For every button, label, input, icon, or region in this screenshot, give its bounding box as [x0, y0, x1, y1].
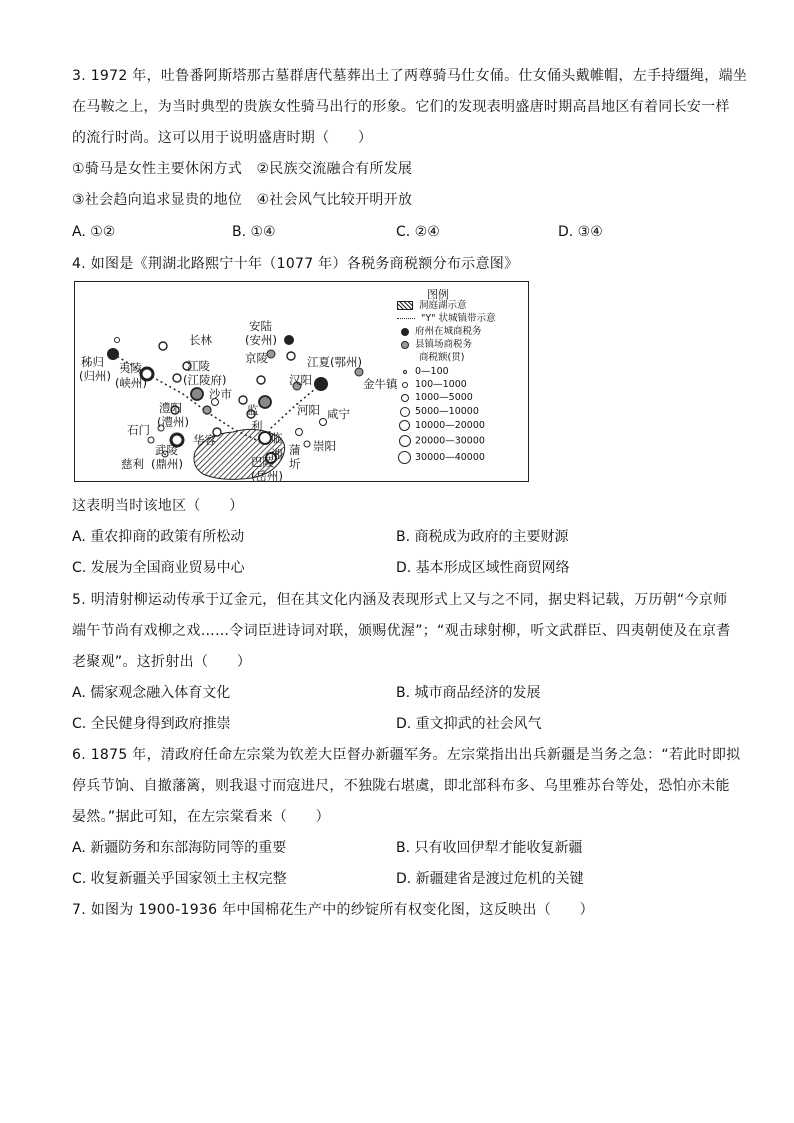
dotted-line-icon — [397, 318, 415, 319]
q6-option-c: C. 收复新疆关乎国家领土主权完整 — [72, 871, 287, 887]
q4-stem: 4. 如图是《荆湖北路熙宁十年（1077 年）各税务商税额分布示意图》 — [72, 256, 519, 272]
label-gui2: (归州) — [79, 369, 111, 383]
legend-label-size-1: 0—100 — [415, 366, 449, 377]
q3-line-3: 的流行时尚。这可以用于说明盛唐时期（ ） — [72, 130, 373, 146]
site-small-1 — [115, 338, 120, 343]
label-anzhou: 安陆 — [249, 319, 272, 333]
site-mid-1 — [173, 374, 181, 382]
label-cili: 慈利 — [121, 457, 144, 471]
q5-option-a: A. 儒家观念融入体育文化 — [72, 685, 231, 701]
label-puqi2: 圻 — [289, 457, 301, 471]
legend-label-size-2: 100—1000 — [415, 379, 467, 390]
q4-option-b: B. 商税成为政府的主要财源 — [396, 529, 569, 545]
label-jianli: 监 — [247, 403, 259, 417]
q4-option-a: A. 重农抑商的政策有所松动 — [72, 529, 245, 545]
legend-row-lake — [397, 300, 467, 311]
q7-stem: 7. 如图为 1900-1936 年中国棉花生产中的纱锭所有权变化图，这反映出（ ） — [72, 902, 594, 918]
label-gui: 秭归 — [81, 355, 104, 369]
site-mid-3 — [239, 396, 247, 404]
site-shashi — [203, 406, 211, 414]
site-linxiang — [259, 432, 271, 444]
site-anzhou-c — [287, 352, 295, 360]
grey-circle-icon — [401, 341, 409, 349]
site-jinniu — [355, 368, 363, 376]
q6-option-b: B. 只有收回伊犁才能收复新疆 — [396, 840, 583, 856]
q5-option-d: D. 重文抑武的社会风气 — [396, 716, 542, 732]
q5-line-1: 5. 明清射柳运动传承于辽金元，但在其文化内涵及表现形式上又与之不同，据史料记载，万历朝“今京师 — [72, 592, 728, 608]
legend-row-size-6 — [397, 435, 485, 447]
legend-row-belt — [397, 313, 496, 324]
q3-line-1: 3. 1972 年，吐鲁番阿斯塔那古墓群唐代墓葬出土了两尊骑马仕女俑。仕女俑头戴帷帽，左手持缰绳，端坐 — [72, 68, 748, 84]
size-7-circle-icon — [398, 451, 411, 464]
label-jiangling2: (江陵府) — [183, 373, 227, 387]
hatch-swatch-icon — [397, 301, 413, 310]
site-gui — [107, 348, 119, 360]
legend-row-size-5 — [397, 420, 485, 431]
legend-row-prefecture — [397, 326, 482, 337]
label-heyang: 河阳 — [297, 403, 320, 417]
legend-label-size-6: 20000—30000 — [415, 435, 485, 447]
q6-line-1: 6. 1875 年，清政府任命左宗棠为钦差大臣督办新疆军务。左宗棠指出出兵新疆是当务之急：“若此时即拟 — [72, 747, 741, 763]
legend-row-size-3 — [397, 392, 473, 403]
label-hanyang: 汉阳 — [289, 373, 312, 387]
legend-row-size-1 — [397, 366, 449, 377]
site-puqi — [296, 429, 303, 436]
site-chongyang — [304, 441, 310, 447]
label-jiangling: 江陵 — [187, 359, 210, 373]
site-anzhou — [284, 335, 294, 345]
site-xianning — [320, 419, 327, 426]
q3-item-1: ①骑马是女性主要休闲方式 ②民族交流融合有所发展 — [72, 161, 413, 177]
q5-option-c: C. 全民健身得到政府推崇 — [72, 716, 231, 732]
tax-distribution-map — [74, 281, 529, 482]
q6-option-d: D. 新疆建省是渡过危机的关键 — [396, 871, 584, 887]
label-puqi: 蒲 — [289, 443, 301, 457]
q3-item-2: ③社会趋向追求显贵的地位 ④社会风气比较开明开放 — [72, 192, 413, 208]
label-baling2: (岳州) — [251, 469, 283, 482]
label-xianning: 咸宁 — [327, 407, 350, 421]
legend-row-size-4 — [397, 406, 479, 417]
label-wuling2: (鼎州) — [151, 457, 183, 471]
size-5-circle-icon — [399, 420, 410, 431]
legend-label-size-4: 5000—10000 — [415, 406, 479, 417]
label-yiling2: (峡州) — [115, 376, 147, 390]
legend-row-county — [397, 339, 472, 350]
legend-label-size-7: 30000—40000 — [415, 452, 485, 463]
label-yiling: 夷陵 — [119, 361, 142, 375]
q6-option-a: A. 新疆防务和东部海防同等的重要 — [72, 840, 287, 856]
site-shimen — [148, 437, 154, 443]
legend-label-prefecture: 府州在城商税务 — [415, 326, 482, 337]
label-jiangxia: 江夏(鄂州) — [307, 355, 362, 369]
legend-title: 图例 — [427, 288, 449, 301]
label-shashi: 沙市 — [209, 387, 232, 401]
label-liyang: 澧阳 — [159, 401, 182, 415]
label-jingling: 京陵 — [245, 351, 268, 365]
legend-label-county: 县镇场商税务 — [415, 339, 473, 350]
site-hanyang-a — [314, 377, 328, 391]
label-changlin: 长林 — [189, 333, 212, 347]
q3-option-b: B. ①④ — [232, 224, 276, 240]
q5-option-b: B. 城市商品经济的发展 — [396, 685, 541, 701]
site-anzhou-b — [267, 350, 275, 358]
label-shimen: 石门 — [127, 423, 150, 437]
label-wuling: 武陵 — [155, 443, 178, 457]
size-4-circle-icon — [400, 407, 410, 417]
label-huarong: 华容 — [193, 433, 216, 447]
label-chongyang: 崇阳 — [313, 439, 336, 453]
label-jianli2: 利 — [251, 419, 263, 433]
legend-row-size-2 — [397, 379, 467, 390]
size-3-circle-icon — [401, 394, 409, 402]
site-jingling — [257, 376, 265, 384]
size-1-circle-icon — [403, 370, 407, 374]
site-changlin-a — [159, 342, 167, 350]
q5-line-3: 老聚观”。这折射出（ ） — [72, 654, 252, 670]
q4-option-d: D. 基本形成区域性商贸网络 — [396, 560, 570, 576]
size-6-circle-icon — [399, 435, 411, 447]
legend-row-unit — [419, 352, 464, 363]
site-heyang — [259, 396, 271, 408]
q3-line-2: 在马鞍之上，为当时典型的贵族女性骑马出行的形象。它们的发现表明盛唐时期高昌地区有着同长安一样 — [72, 99, 730, 115]
label-linxiang2: 湘 — [271, 447, 283, 461]
label-anzhou2: (安州) — [245, 333, 277, 347]
q6-line-2: 停兵节饷、自撤藩篱，则我退寸而寇进尺，不独陇右堪虞，即北部科布多、乌里雅苏台等处，恐怕亦未能 — [72, 778, 730, 794]
legend-label-size-3: 1000—5000 — [415, 392, 473, 403]
q3-option-c: C. ②④ — [396, 224, 440, 240]
q4-option-c: C. 发展为全国商业贸易中心 — [72, 560, 245, 576]
legend-label-lake: 洞庭湖示意 — [419, 300, 467, 311]
q6-line-3: 晏然。”据此可知，在左宗棠看来（ ） — [72, 809, 330, 825]
label-linxiang: 临 — [271, 431, 283, 445]
site-jiangling — [191, 388, 203, 400]
label-jinniu: 金牛镇 — [363, 377, 398, 391]
legend-label-size-5: 10000—20000 — [415, 420, 485, 431]
filled-circle-icon — [401, 328, 409, 336]
label-liyang2: (澧州) — [157, 415, 189, 429]
legend-label-belt: "Y" 状城镇带示意 — [421, 313, 496, 324]
q3-option-a: A. ①② — [72, 224, 116, 240]
legend-label-unit: 商税额(贯) — [419, 352, 465, 363]
q4-after-map: 这表明当时该地区（ ） — [72, 498, 244, 514]
q3-option-d: D. ③④ — [558, 224, 603, 240]
label-baling: 巴陵 — [251, 455, 274, 469]
size-2-circle-icon — [402, 382, 408, 388]
legend-row-size-7 — [397, 451, 485, 464]
q5-line-2: 端午节尚有戏柳之戏……令词臣进诗词对联，颁赐优渥”；“观击球射柳，听文武群臣、四夷朝使及在京耆 — [72, 623, 731, 639]
